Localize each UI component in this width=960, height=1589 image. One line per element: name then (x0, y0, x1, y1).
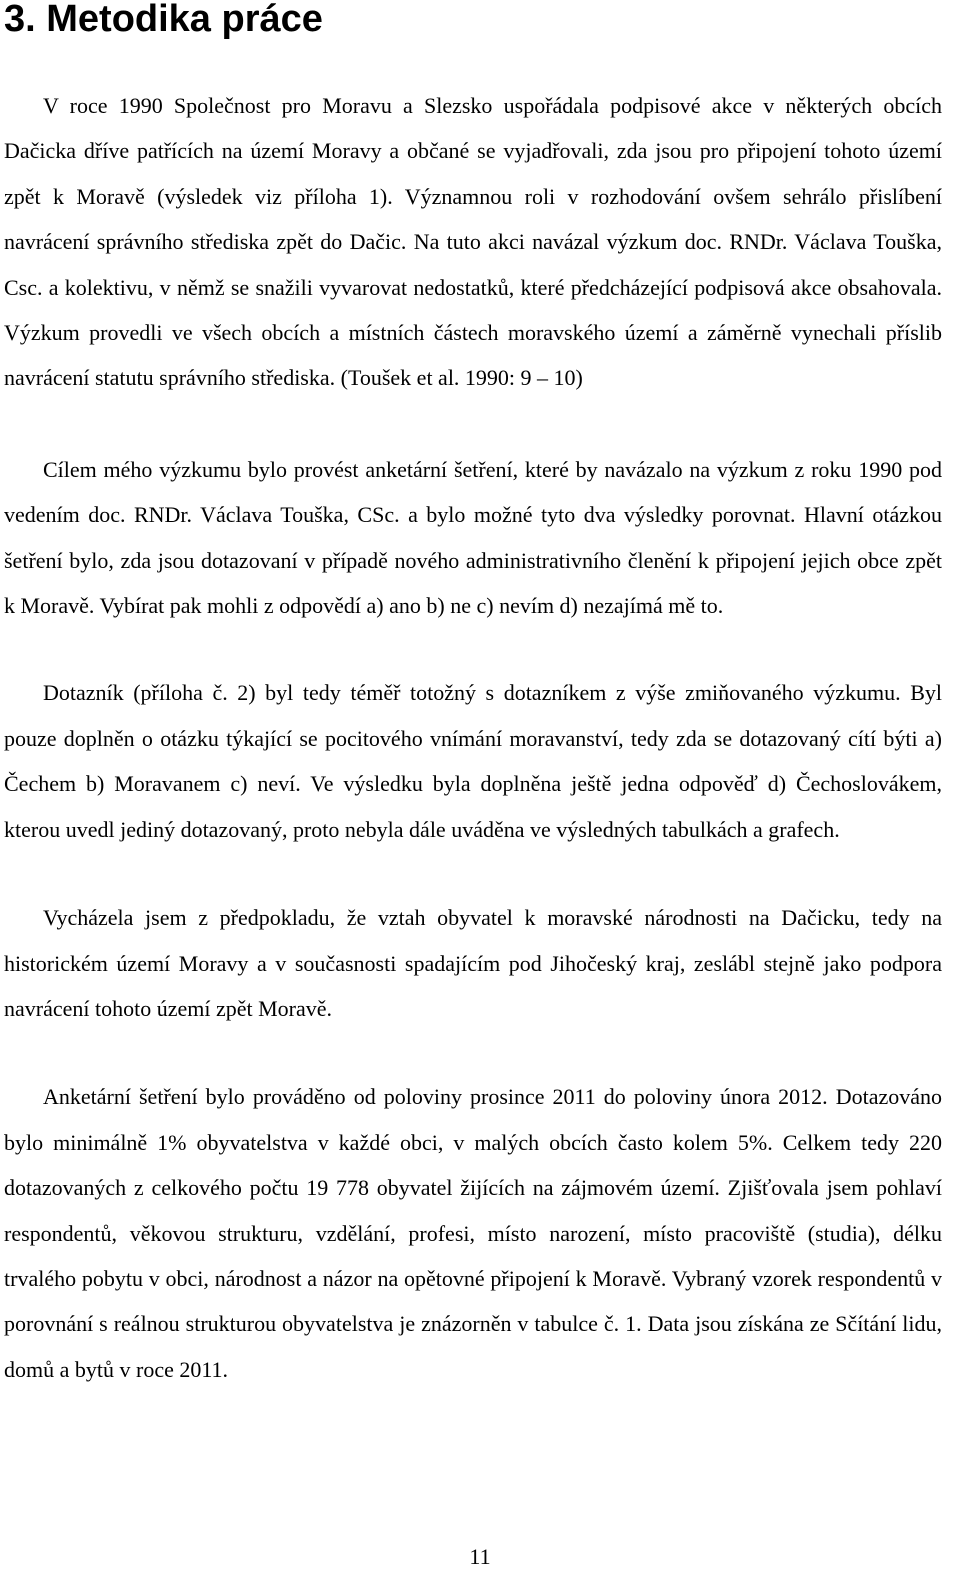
paragraph-2: Cílem mého výzkumu bylo provést anketární šetření, které by navázalo na výzkum z roku 1990 pod vedením doc. RNDr. Václava Touška, CSc. a bylo možné tyto dva výsledky porovnat. Hlavní otázkou šetření bylo, zda jsou dotazovaní v případě nového administrativního členění k připojení jejich obce zpět k Moravě. Vybírat pak mohli z odpovědí a) ano b) ne c) nevím d) nezajímá mě to. (4, 456, 942, 619)
page-number: 11 (469, 1544, 491, 1569)
paragraph-3: Dotazník (příloha č. 2) byl tedy téměř totožný s dotazníkem z výše zmiňovaného výzkumu. Byl pouze doplněn o otázku týkající se pocitového vnímání moravanství, tedy zda se dotazovaný cítí býti a) Čechem b) Moravanem c) neví. Ve výsledku byla doplněna ještě jedna odpověď d) Čechoslovákem, kterou uvedl jediný dotazovaný, proto nebyla dále uváděna ve výsledných tabulkách a grafech. (4, 680, 942, 842)
paragraph-5: Anketární šetření bylo prováděno od poloviny prosince 2011 do poloviny února 2012. Dotazováno bylo minimálně 1% obyvatelstva v každé obci, v malých obcích často kolem 5%. Celkem tedy 220 dotazovaných z celkového počtu 19 778 obyvatel žijících na zájmovém území. Zjišťovala jsem pohlaví respondentů, věkovou strukturu, vzdělání, profesi, místo narození, místo pracoviště (studia), délku trvalého pobytu v obci, národnost a názor na opětovné připojení k Moravě. Vybraný vzorek respondentů v porovnání s reálnou strukturou obyvatelstva je znázorněn v tabulce č. 1. Data jsou získána ze Sčítání lidu, domů a bytů v roce 2011. (4, 1084, 942, 1382)
section-heading: 3. Metodika práce (4, 0, 323, 40)
paragraph-4: Vycházela jsem z předpokladu, že vztah obyvatel k moravské národnosti na Dačicku, tedy na historickém území Moravy a v současnosti spadajícím pod Jihočeský kraj, zeslábl stejně jako podpora navrácení tohoto území zpět Moravě. (4, 905, 942, 1021)
paragraph-1: V roce 1990 Společnost pro Moravu a Slezsko uspořádala podpisové akce v některých obcích Dačicka dříve patřících na území Moravy a občané se vyjadřovali, zda jsou pro připojení tohoto území zpět k Moravě (výsledek viz příloha 1). Významnou roli v rozhodování ovšem sehrálo přislíbení navrácení správního střediska zpět do Dačic. Na tuto akci navázal výzkum doc. RNDr. Václava Touška, Csc. a kolektivu, v němž se snažili vyvarovat nedostatků, které předcházející podpisová akce obsahovala. Výzkum provedli ve všech obcích a místních částech moravského území a záměrně vynechali příslib navrácení statutu správního střediska. (Toušek et al. 1990: 9 – 10) (4, 93, 942, 391)
document-page (4, 0, 942, 1392)
